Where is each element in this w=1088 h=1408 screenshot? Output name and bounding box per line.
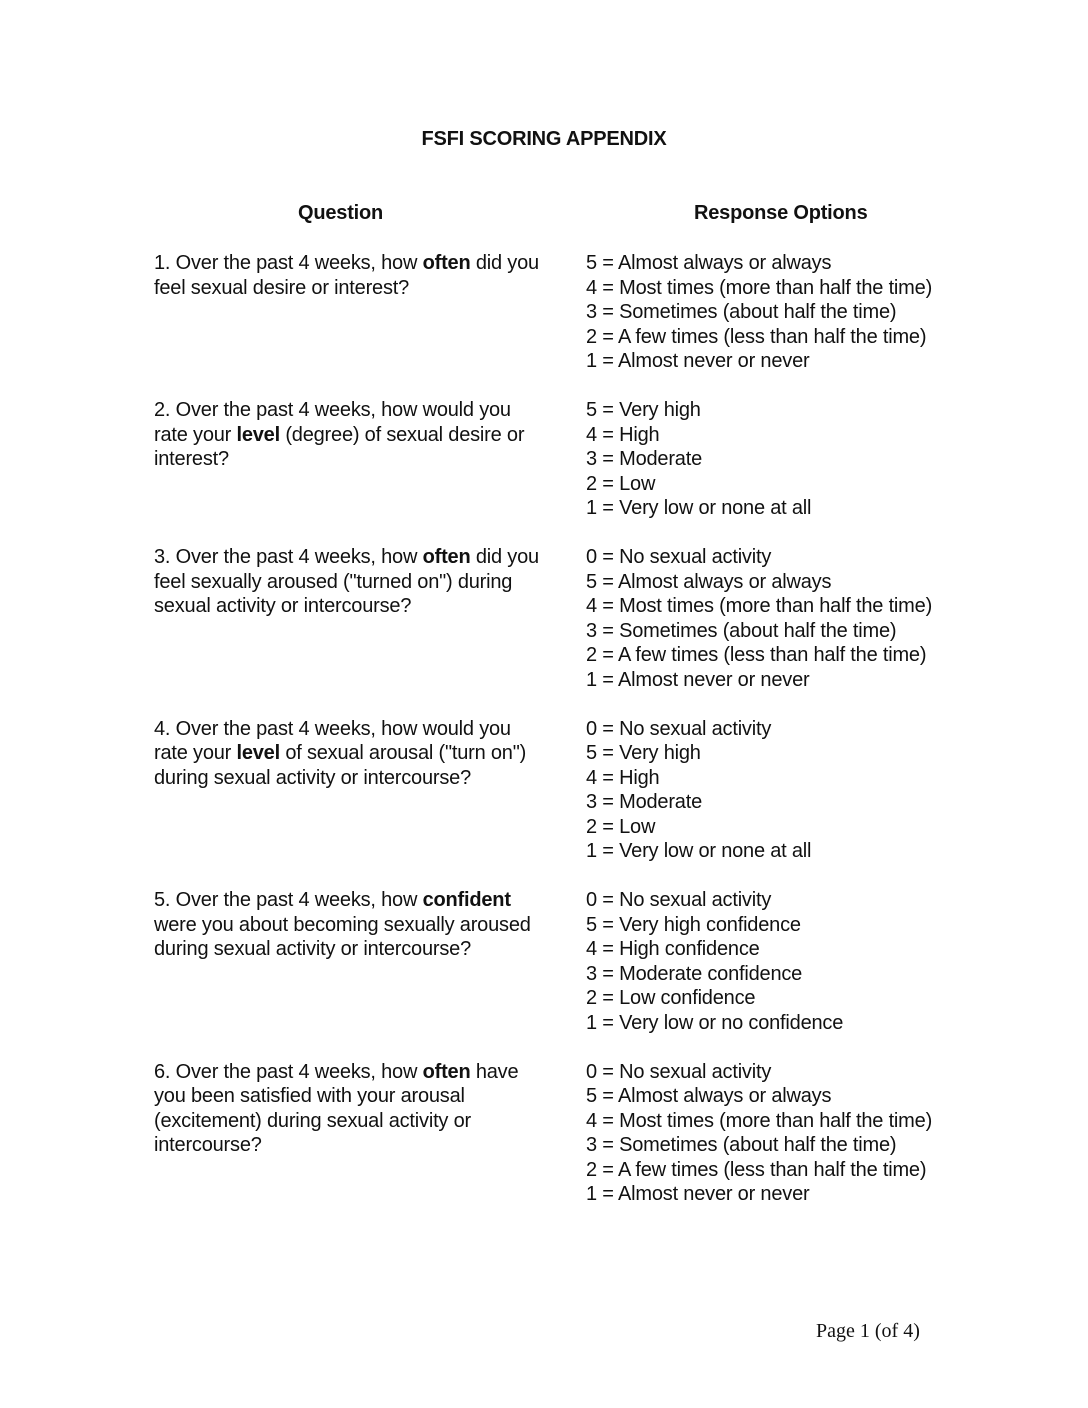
response-options: [586, 398, 1088, 521]
response-option: 1 = Very low or no confidence: [586, 1011, 844, 1034]
response-option: 4 = Most times (more than half the time): [586, 595, 933, 617]
response-options: [586, 888, 1088, 1035]
response-options: [586, 545, 1088, 692]
response-option: 2 = A few times (less than half the time): [586, 1158, 927, 1181]
response-option: 2 = Low: [586, 815, 656, 838]
question-row: [0, 888, 1088, 1035]
question-text: [154, 888, 544, 962]
response-option: 4 = High: [586, 423, 660, 446]
response-option: 1 = Very low or none at all: [586, 840, 812, 862]
question-text-segment: 5. Over the past 4 weeks, how: [154, 889, 423, 911]
response-option: 4 = High: [586, 766, 660, 789]
response-option: 3 = Sometimes (about half the time): [586, 301, 897, 323]
response-options: [586, 717, 1088, 864]
question-emphasis: level: [236, 742, 280, 764]
question-text: [154, 545, 544, 619]
question-row: [0, 545, 1088, 692]
response-option: 1 = Very low or none at all: [586, 497, 812, 519]
question-text-segment: have you been satisfied with your arousal (excitement) during sexual activity or intercourse?: [154, 1060, 519, 1156]
question-text: [154, 717, 544, 791]
response-option: 3 = Moderate confidence: [586, 962, 803, 985]
response-option: 4 = Most times (more than half the time): [586, 1109, 933, 1132]
question-text-segment: did you feel sexually aroused ("turned on") during sexual activity or intercourse?: [154, 546, 539, 617]
response-options: [586, 251, 1088, 374]
response-option: 1 = Almost never or never: [586, 668, 810, 691]
question-text-segment: 3. Over the past 4 weeks, how: [154, 546, 423, 568]
question-text-segment: 1. Over the past 4 weeks, how: [154, 252, 423, 274]
question-text-segment: 2. Over the past 4 weeks, how would you rate your: [154, 399, 511, 446]
question-text: [154, 398, 544, 472]
response-option: 1 = Almost never or never: [586, 350, 810, 372]
page-title: FSFI SCORING APPENDIX: [421, 128, 667, 150]
question-emphasis: confident: [422, 889, 511, 911]
response-option: 5 = Almost always or always: [586, 252, 832, 274]
response-option: 3 = Sometimes (about half the time): [586, 1134, 897, 1156]
page-number: Page 1 (of 4): [816, 1320, 920, 1342]
response-option: 3 = Moderate: [586, 791, 703, 813]
response-option: 5 = Very high: [586, 399, 701, 421]
question-row: [0, 717, 1088, 864]
question-text-segment: (degree) of sexual desire or interest?: [154, 423, 525, 470]
question-emphasis: often: [422, 1060, 471, 1083]
question-text: [154, 251, 544, 300]
response-option: 2 = A few times (less than half the time): [586, 325, 927, 348]
response-option: 0 = No sexual activity: [586, 1060, 772, 1083]
question-column-header: Question: [298, 202, 384, 224]
response-option: 5 = Almost always or always: [586, 1085, 832, 1107]
response-option: 2 = Low confidence: [586, 987, 756, 1009]
question-text-segment: 4. Over the past 4 weeks, how would you rate your: [154, 717, 511, 764]
question-emphasis: often: [422, 252, 471, 274]
question-text: [154, 1060, 544, 1158]
question-text-segment: 6. Over the past 4 weeks, how: [154, 1060, 423, 1083]
question-row: [0, 398, 1088, 521]
response-option: 0 = No sexual activity: [586, 889, 772, 911]
response-option: 2 = A few times (less than half the time): [586, 644, 927, 666]
question-row: [0, 1060, 1088, 1207]
question-row: [0, 251, 1088, 374]
response-option: 2 = Low: [586, 472, 656, 495]
question-emphasis: often: [422, 546, 471, 568]
response-option: 4 = High confidence: [586, 938, 760, 960]
response-option: 5 = Almost always or always: [586, 570, 832, 593]
question-emphasis: level: [236, 423, 280, 446]
question-text-segment: did you feel sexual desire or interest?: [154, 252, 539, 299]
response-option: 1 = Almost never or never: [586, 1183, 810, 1205]
response-option: 3 = Moderate: [586, 448, 703, 470]
response-option: 4 = Most times (more than half the time): [586, 276, 933, 299]
response-option: 5 = Very high: [586, 742, 701, 764]
response-option: 0 = No sexual activity: [586, 717, 772, 740]
response-option: 0 = No sexual activity: [586, 546, 772, 568]
question-text-segment: were you about becoming sexually aroused during sexual activity or intercourse?: [154, 913, 531, 960]
question-list: [0, 251, 1088, 1207]
response-option: 5 = Very high confidence: [586, 913, 801, 936]
response-options: [586, 1060, 1088, 1207]
response-options-column-header: Response Options: [694, 202, 868, 224]
response-option: 3 = Sometimes (about half the time): [586, 619, 897, 642]
question-text-segment: of sexual arousal ("turn on") during sexual activity or intercourse?: [154, 742, 527, 789]
